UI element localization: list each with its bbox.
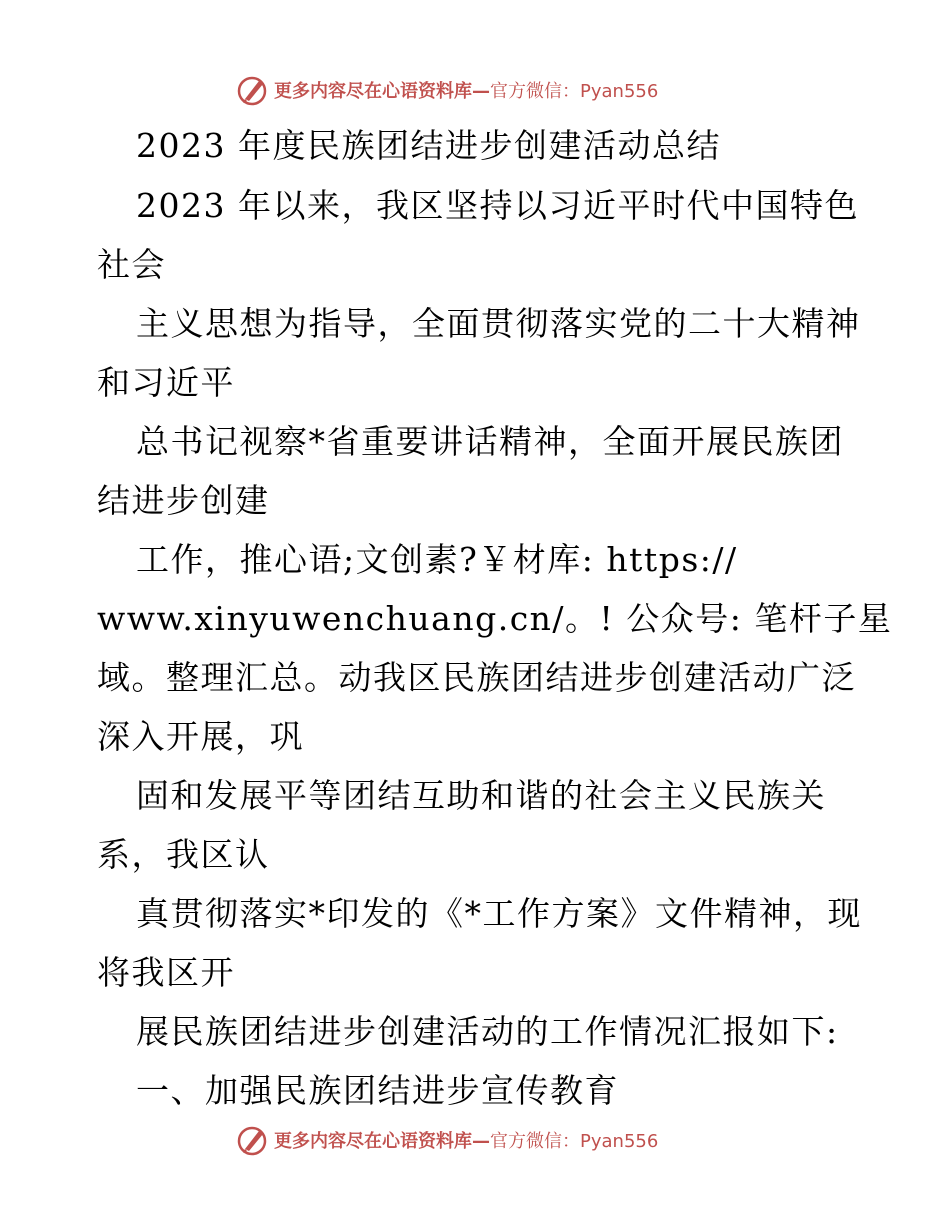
paragraph-line: 域。整理汇总。动我区民族团结进步创建活动广泛 [97, 658, 856, 697]
paragraph-line: 展民族团结进步创建活动的工作情况汇报如下: [136, 1012, 839, 1051]
paragraph-line: 主义思想为指导，全面贯彻落实党的二十大精神 [136, 304, 861, 343]
paragraph-line: 真贯彻落实*印发的《*工作方案》文件精神，现 [136, 894, 862, 933]
paragraph-line: 2023 年以来，我区坚持以习近平时代中国特色 [136, 186, 859, 225]
pen-logo-icon [236, 1124, 268, 1156]
header-watermark-banner [236, 73, 658, 107]
paragraph-line: 系，我区认 [97, 835, 270, 874]
footer-watermark-banner [236, 1123, 658, 1157]
paragraph-line: 和习近平 [97, 363, 235, 402]
watermark-text: 更多内容尽在心语资料库—官方微信：Pyan556 [274, 1131, 659, 1152]
pen-logo-icon [236, 74, 268, 106]
paragraph-line: 总书记视察*省重要讲话精神，全面开展民族团 [136, 422, 844, 461]
paragraph-line: 结进步创建 [97, 481, 270, 520]
paragraph-line: 将我区开 [97, 953, 235, 992]
paragraph-line: 工作，推心语;文创素?￥材库: https:// [136, 540, 738, 579]
section-heading: 一、加强民族团结进步宣传教育 [136, 1071, 619, 1110]
paragraph-line: 固和发展平等团结互助和谐的社会主义民族关 [136, 776, 826, 815]
paragraph-line: www.xinyuwenchuang.cn/。! 公众号: 笔杆子星 [97, 599, 893, 638]
document-title: 2023 年度民族团结进步创建活动总结 [136, 126, 721, 165]
paragraph-line: 社会 [97, 245, 166, 284]
paragraph-line: 深入开展，巩 [97, 717, 304, 756]
watermark-text: 更多内容尽在心语资料库—官方微信：Pyan556 [274, 81, 659, 102]
